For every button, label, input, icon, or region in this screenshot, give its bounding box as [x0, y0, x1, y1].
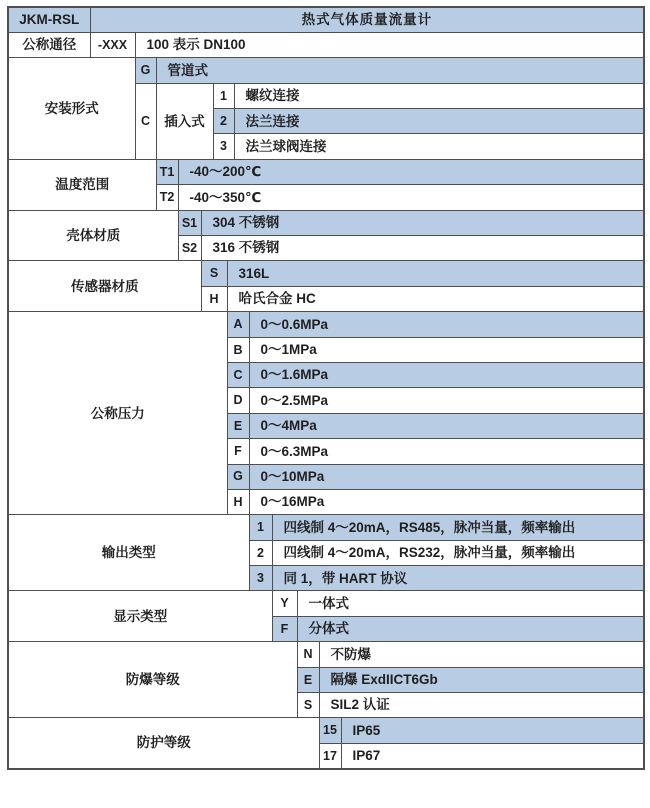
code-cell: 15 [319, 718, 341, 743]
desc-cell: -40～200℃ [178, 159, 644, 184]
desc-cell: -40～350℃ [178, 185, 644, 210]
desc-cell: 0～2.5MPa [249, 388, 644, 413]
desc-cell: 0～6.3MPa [249, 439, 644, 464]
row-nominal-diameter [8, 32, 644, 57]
desc-cell: 法兰连接 [234, 109, 644, 134]
desc-cell: 0～1.6MPa [249, 362, 644, 387]
label-housing-material: 壳体材质 [8, 210, 178, 261]
code-cell: A [227, 312, 249, 337]
spec-table-wrapper [7, 6, 645, 770]
row-header [8, 7, 644, 32]
desc-cell: IP67 [341, 743, 644, 768]
label-install-type: 安装形式 [8, 58, 135, 160]
desc-cell: 304 不锈钢 [201, 210, 644, 235]
desc-cell: 0～4MPa [249, 413, 644, 438]
row-output-1 [8, 515, 644, 540]
code-cell: C [227, 362, 249, 387]
desc-cell: 螺纹连接 [234, 83, 644, 108]
label-output-type: 输出类型 [8, 515, 249, 591]
label-temp-range: 温度范围 [8, 159, 156, 210]
code-cell: 1 [249, 515, 272, 540]
code-cell: 3 [213, 134, 234, 159]
desc-cell: 隔爆 ExdIICT6Gb [319, 667, 644, 692]
code-cell: T2 [156, 185, 178, 210]
model-code-cell: JKM-RSL [8, 7, 90, 32]
label-sensor-material: 传感器材质 [8, 261, 201, 312]
code-cell: B [227, 337, 249, 362]
desc-cell: 分体式 [297, 616, 644, 641]
code-cell: N [297, 642, 319, 667]
code-cell: S [297, 693, 319, 718]
row-exproof-n [8, 642, 644, 667]
desc-cell: 0～0.6MPa [249, 312, 644, 337]
desc-cell: 316L [227, 261, 644, 286]
label-nominal-diameter: 公称通径 [8, 32, 90, 57]
code-cell: 2 [213, 109, 234, 134]
row-display-y [8, 591, 644, 616]
desc-cell: SIL2 认证 [319, 693, 644, 718]
code-cell: F [227, 439, 249, 464]
code-cell: S [201, 261, 227, 286]
code-cell: 2 [249, 540, 272, 565]
code-cell: 17 [319, 743, 341, 768]
desc-cell: 管道式 [156, 58, 644, 83]
code-cell: E [297, 667, 319, 692]
row-install-g [8, 58, 644, 83]
desc-cell: 一体式 [297, 591, 644, 616]
code-cell: S1 [178, 210, 201, 235]
desc-cell: 同 1，带 HART 协议 [272, 566, 644, 591]
code-cell: 3 [249, 566, 272, 591]
row-sensor-s [8, 261, 644, 286]
code-cell: E [227, 413, 249, 438]
code-cell: H [227, 489, 249, 514]
label-protection-rating: 防护等级 [8, 718, 319, 769]
row-housing-s1 [8, 210, 644, 235]
desc-cell: 四线制 4～20mA，RS485，脉冲当量，频率输出 [272, 515, 644, 540]
code-cell: C [135, 83, 156, 159]
desc-cell: 哈氏合金 HC [227, 286, 644, 311]
desc-cell: 四线制 4～20mA，RS232，脉冲当量，频率输出 [272, 540, 644, 565]
desc-cell: 100 表示 DN100 [135, 32, 644, 57]
row-protection-15 [8, 718, 644, 743]
desc-cell: 0～16MPa [249, 489, 644, 514]
model-selection-table [7, 6, 645, 770]
desc-cell: 316 不锈钢 [201, 236, 644, 261]
code-cell: F [272, 616, 297, 641]
desc-cell: 0～1MPa [249, 337, 644, 362]
code-cell: D [227, 388, 249, 413]
code-cell: 1 [213, 83, 234, 108]
code-cell: G [135, 58, 156, 83]
desc-cell: 0～10MPa [249, 464, 644, 489]
code-cell: H [201, 286, 227, 311]
label-display-type: 显示类型 [8, 591, 272, 642]
desc-cell: 法兰球阀连接 [234, 134, 644, 159]
product-title-cell: 热式气体质量流量计 [90, 7, 644, 32]
code-cell: T1 [156, 159, 178, 184]
row-pressure-a [8, 312, 644, 337]
code-cell: -XXX [90, 32, 135, 57]
desc-cell: IP65 [341, 718, 644, 743]
code-cell: G [227, 464, 249, 489]
code-cell: S2 [178, 236, 201, 261]
row-temp-t1 [8, 159, 644, 184]
code-cell: Y [272, 591, 297, 616]
label-explosion-proof: 防爆等级 [8, 642, 297, 718]
label-insert-type: 插入式 [156, 83, 213, 159]
label-nominal-pressure: 公称压力 [8, 312, 227, 515]
desc-cell: 不防爆 [319, 642, 644, 667]
